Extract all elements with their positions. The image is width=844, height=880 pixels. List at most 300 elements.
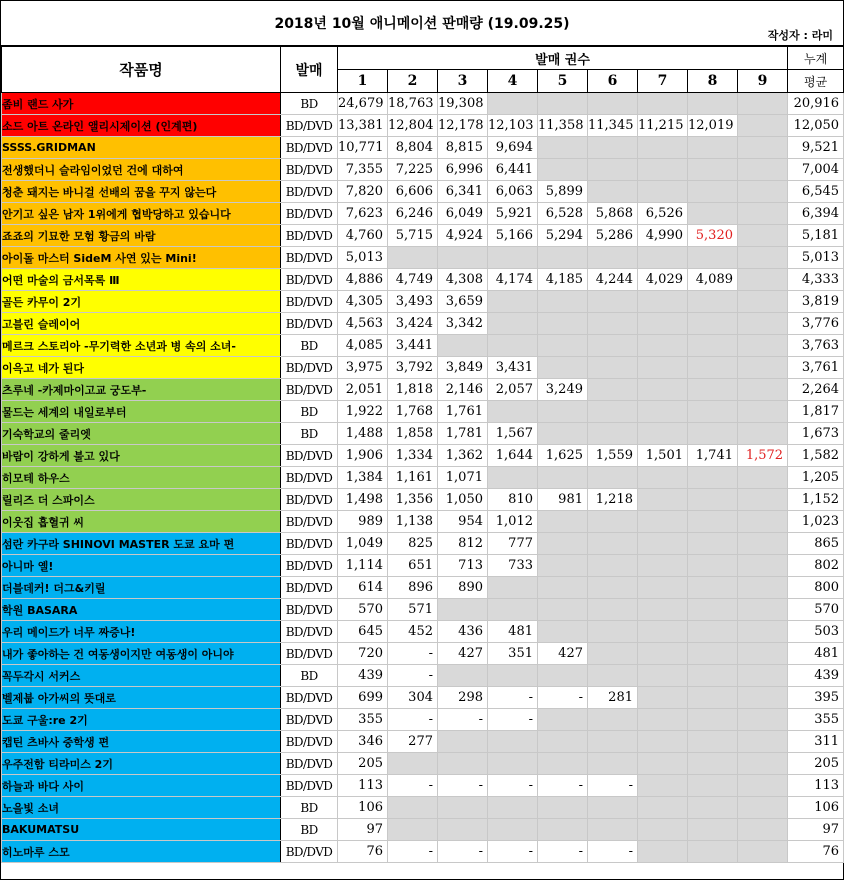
volume-cell: 2,146 xyxy=(438,379,488,401)
empty-cell xyxy=(488,467,538,489)
volume-cell: 699 xyxy=(338,687,388,709)
volume-cell: 351 xyxy=(488,643,538,665)
volume-cell: 4,305 xyxy=(338,291,388,313)
title-cell: 죠죠의 기묘한 모험 황금의 바람 xyxy=(2,225,281,247)
volume-cell: 1,572 xyxy=(738,445,788,467)
sheet-title: 2018년 10월 애니메이션 판매량 (19.09.25) xyxy=(274,16,570,32)
empty-cell xyxy=(638,819,688,841)
empty-cell xyxy=(638,621,688,643)
empty-cell xyxy=(538,753,588,775)
empty-cell xyxy=(588,511,638,533)
volume-cell: 713 xyxy=(438,555,488,577)
empty-cell xyxy=(638,555,688,577)
volume-cell: 1,384 xyxy=(338,467,388,489)
volume-cell: 6,246 xyxy=(388,203,438,225)
volume-cell: 896 xyxy=(388,577,438,599)
empty-cell xyxy=(488,665,538,687)
empty-cell xyxy=(738,797,788,819)
empty-cell xyxy=(688,93,738,115)
empty-cell xyxy=(738,753,788,775)
volume-cell: 5,320 xyxy=(688,225,738,247)
format-cell: BD/DVD xyxy=(281,291,338,313)
table-row xyxy=(2,181,844,203)
format-cell: BD/DVD xyxy=(281,445,338,467)
volume-cell: 4,886 xyxy=(338,269,388,291)
average-cell: 3,763 xyxy=(788,335,844,357)
empty-cell xyxy=(588,401,638,423)
volume-cell: 1,488 xyxy=(338,423,388,445)
empty-cell xyxy=(538,335,588,357)
header-total: 누계 xyxy=(788,47,844,70)
average-cell: 4,333 xyxy=(788,269,844,291)
empty-cell xyxy=(438,247,488,269)
volume-cell: 4,924 xyxy=(438,225,488,247)
format-cell: BD xyxy=(281,401,338,423)
volume-cell: 76 xyxy=(338,841,388,863)
empty-cell xyxy=(588,599,638,621)
volume-cell: 5,899 xyxy=(538,181,588,203)
empty-cell xyxy=(588,665,638,687)
empty-cell xyxy=(638,775,688,797)
volume-cell: 5,715 xyxy=(388,225,438,247)
title-cell: 안기고 싶은 남자 1위에게 협박당하고 있습니다 xyxy=(2,203,281,225)
format-cell: BD/DVD xyxy=(281,115,338,137)
format-cell: BD/DVD xyxy=(281,555,338,577)
table-row xyxy=(2,511,844,533)
table-row xyxy=(2,687,844,709)
volume-cell: 570 xyxy=(338,599,388,621)
format-cell: BD/DVD xyxy=(281,247,338,269)
table-row xyxy=(2,621,844,643)
volume-cell: 954 xyxy=(438,511,488,533)
volume-cell: 427 xyxy=(438,643,488,665)
title-bar xyxy=(1,1,843,46)
format-cell: BD xyxy=(281,665,338,687)
empty-cell xyxy=(638,93,688,115)
empty-cell xyxy=(588,379,638,401)
volume-cell: 4,089 xyxy=(688,269,738,291)
empty-cell xyxy=(738,401,788,423)
table-row xyxy=(2,577,844,599)
volume-cell: - xyxy=(388,841,438,863)
average-cell: 439 xyxy=(788,665,844,687)
average-cell: 1,817 xyxy=(788,401,844,423)
volume-cell: 19,308 xyxy=(438,93,488,115)
table-row xyxy=(2,775,844,797)
average-cell: 205 xyxy=(788,753,844,775)
table-row xyxy=(2,643,844,665)
header-name: 작품명 xyxy=(2,47,281,93)
volume-cell: 7,225 xyxy=(388,159,438,181)
empty-cell xyxy=(638,401,688,423)
average-cell: 3,761 xyxy=(788,357,844,379)
volume-cell: - xyxy=(388,775,438,797)
volume-cell: 1,818 xyxy=(388,379,438,401)
empty-cell xyxy=(488,93,538,115)
title-cell: 아이돌 마스터 SideM 사연 있는 Mini! xyxy=(2,247,281,269)
empty-cell xyxy=(688,379,738,401)
empty-cell xyxy=(538,819,588,841)
empty-cell xyxy=(688,555,738,577)
empty-cell xyxy=(738,841,788,863)
volume-cell: 1,501 xyxy=(638,445,688,467)
volume-cell: - xyxy=(538,687,588,709)
empty-cell xyxy=(638,181,688,203)
volume-cell: 1,161 xyxy=(388,467,438,489)
title-cell: 바람이 강하게 불고 있다 xyxy=(2,445,281,467)
empty-cell xyxy=(738,599,788,621)
volume-cell: 5,166 xyxy=(488,225,538,247)
empty-cell xyxy=(638,467,688,489)
volume-cell: 1,906 xyxy=(338,445,388,467)
average-cell: 9,521 xyxy=(788,137,844,159)
volume-cell: 298 xyxy=(438,687,488,709)
table-row xyxy=(2,379,844,401)
empty-cell xyxy=(538,599,588,621)
empty-cell xyxy=(538,731,588,753)
volume-cell: 812 xyxy=(438,533,488,555)
empty-cell xyxy=(638,291,688,313)
title-cell: 꼭두각시 서커스 xyxy=(2,665,281,687)
average-cell: 800 xyxy=(788,577,844,599)
average-cell: 7,004 xyxy=(788,159,844,181)
format-cell: BD/DVD xyxy=(281,533,338,555)
empty-cell xyxy=(638,709,688,731)
title-cell: 섬란 카구라 SHINOVI MASTER 도쿄 요마 편 xyxy=(2,533,281,555)
table-row xyxy=(2,401,844,423)
volume-cell: 981 xyxy=(538,489,588,511)
empty-cell xyxy=(638,335,688,357)
empty-cell xyxy=(638,599,688,621)
table-row xyxy=(2,599,844,621)
empty-cell xyxy=(688,335,738,357)
format-cell: BD xyxy=(281,93,338,115)
volume-cell: 205 xyxy=(338,753,388,775)
empty-cell xyxy=(538,511,588,533)
format-cell: BD/DVD xyxy=(281,489,338,511)
volume-cell: 1,781 xyxy=(438,423,488,445)
volume-cell: 1,050 xyxy=(438,489,488,511)
volume-cell: 825 xyxy=(388,533,438,555)
volume-cell: 733 xyxy=(488,555,538,577)
empty-cell xyxy=(588,159,638,181)
volume-cell: 3,424 xyxy=(388,313,438,335)
empty-cell xyxy=(538,555,588,577)
format-cell: BD/DVD xyxy=(281,709,338,731)
empty-cell xyxy=(538,93,588,115)
volume-cell: - xyxy=(538,841,588,863)
format-cell: BD xyxy=(281,423,338,445)
volume-cell: 1,362 xyxy=(438,445,488,467)
volume-cell: 3,249 xyxy=(538,379,588,401)
volume-cell: 4,308 xyxy=(438,269,488,291)
table-row xyxy=(2,137,844,159)
title-cell: 릴리즈 더 스파이스 xyxy=(2,489,281,511)
title-cell: 청춘 돼지는 바니걸 선배의 꿈을 꾸지 않는다 xyxy=(2,181,281,203)
empty-cell xyxy=(388,819,438,841)
title-cell: 벨제붑 아가씨의 뜻대로 xyxy=(2,687,281,709)
author-label: 작성자 : 라미 xyxy=(767,29,833,42)
format-cell: BD/DVD xyxy=(281,599,338,621)
volume-cell: 614 xyxy=(338,577,388,599)
table-row xyxy=(2,357,844,379)
average-cell: 311 xyxy=(788,731,844,753)
table-row xyxy=(2,247,844,269)
average-cell: 5,013 xyxy=(788,247,844,269)
average-cell: 570 xyxy=(788,599,844,621)
empty-cell xyxy=(588,181,638,203)
empty-cell xyxy=(538,159,588,181)
header-vol-2: 2 xyxy=(388,70,438,93)
empty-cell xyxy=(438,753,488,775)
volume-cell: 9,694 xyxy=(488,137,538,159)
volume-cell: - xyxy=(438,709,488,731)
table-row xyxy=(2,159,844,181)
average-cell: 802 xyxy=(788,555,844,577)
volume-cell: - xyxy=(538,775,588,797)
volume-cell: 106 xyxy=(338,797,388,819)
empty-cell xyxy=(538,313,588,335)
empty-cell xyxy=(738,555,788,577)
title-cell: 물드는 세계의 내일로부터 xyxy=(2,401,281,423)
empty-cell xyxy=(588,709,638,731)
volume-cell: 481 xyxy=(488,621,538,643)
empty-cell xyxy=(638,379,688,401)
title-cell: 이웃집 흡혈귀 씨 xyxy=(2,511,281,533)
empty-cell xyxy=(738,379,788,401)
title-cell: 고블린 슬레이어 xyxy=(2,313,281,335)
empty-cell xyxy=(738,269,788,291)
format-cell: BD/DVD xyxy=(281,159,338,181)
table-row xyxy=(2,555,844,577)
volume-cell: - xyxy=(488,687,538,709)
empty-cell xyxy=(588,357,638,379)
empty-cell xyxy=(488,335,538,357)
title-cell: 내가 좋아하는 건 여동생이지만 여동생이 아니야 xyxy=(2,643,281,665)
table-row xyxy=(2,445,844,467)
volume-cell: 439 xyxy=(338,665,388,687)
volume-cell: 651 xyxy=(388,555,438,577)
empty-cell xyxy=(638,687,688,709)
empty-cell xyxy=(688,181,738,203)
volume-cell: 24,679 xyxy=(338,93,388,115)
volume-cell: 5,868 xyxy=(588,203,638,225)
volume-cell: 4,174 xyxy=(488,269,538,291)
volume-cell: 989 xyxy=(338,511,388,533)
format-cell: BD/DVD xyxy=(281,687,338,709)
volume-cell: - xyxy=(588,841,638,863)
volume-cell: 1,858 xyxy=(388,423,438,445)
volume-cell: 1,644 xyxy=(488,445,538,467)
volume-cell: 304 xyxy=(388,687,438,709)
volume-cell: 1,334 xyxy=(388,445,438,467)
empty-cell xyxy=(638,489,688,511)
volume-cell: 12,103 xyxy=(488,115,538,137)
title-cell: 소드 아트 온라인 앨리시제이션 (인계편) xyxy=(2,115,281,137)
volume-cell: 5,921 xyxy=(488,203,538,225)
empty-cell xyxy=(688,665,738,687)
volume-cell: 890 xyxy=(438,577,488,599)
table-row xyxy=(2,489,844,511)
volume-cell: 12,804 xyxy=(388,115,438,137)
empty-cell xyxy=(738,665,788,687)
volume-cell: 1,567 xyxy=(488,423,538,445)
empty-cell xyxy=(588,819,638,841)
volume-cell: 810 xyxy=(488,489,538,511)
empty-cell xyxy=(738,731,788,753)
average-cell: 5,181 xyxy=(788,225,844,247)
volume-cell: 4,185 xyxy=(538,269,588,291)
empty-cell xyxy=(538,797,588,819)
format-cell: BD/DVD xyxy=(281,379,338,401)
table-row xyxy=(2,467,844,489)
volume-cell: 6,441 xyxy=(488,159,538,181)
header-vol-5: 5 xyxy=(538,70,588,93)
title-cell: 좀비 랜드 사가 xyxy=(2,93,281,115)
volume-cell: - xyxy=(388,709,438,731)
title-cell: 노을빛 소녀 xyxy=(2,797,281,819)
average-cell: 76 xyxy=(788,841,844,863)
empty-cell xyxy=(388,797,438,819)
empty-cell xyxy=(538,137,588,159)
volume-cell: 1,761 xyxy=(438,401,488,423)
empty-cell xyxy=(638,533,688,555)
empty-cell xyxy=(638,665,688,687)
empty-cell xyxy=(638,753,688,775)
header-vol-6: 6 xyxy=(588,70,638,93)
empty-cell xyxy=(488,819,538,841)
empty-cell xyxy=(688,203,738,225)
volume-cell: 3,975 xyxy=(338,357,388,379)
format-cell: BD/DVD xyxy=(281,643,338,665)
average-cell: 3,819 xyxy=(788,291,844,313)
volume-cell: 4,029 xyxy=(638,269,688,291)
average-cell: 1,023 xyxy=(788,511,844,533)
empty-cell xyxy=(638,247,688,269)
empty-cell xyxy=(538,467,588,489)
average-cell: 355 xyxy=(788,709,844,731)
title-cell: 캡틴 츠바사 중학생 편 xyxy=(2,731,281,753)
average-cell: 1,582 xyxy=(788,445,844,467)
average-cell: 1,152 xyxy=(788,489,844,511)
title-cell: 츠루네 -카제마이고교 궁도부- xyxy=(2,379,281,401)
empty-cell xyxy=(638,797,688,819)
format-cell: BD/DVD xyxy=(281,203,338,225)
empty-cell xyxy=(738,709,788,731)
volume-cell: 18,763 xyxy=(388,93,438,115)
title-cell: 메르크 스토리아 -무기력한 소년과 병 속의 소녀- xyxy=(2,335,281,357)
volume-cell: 6,528 xyxy=(538,203,588,225)
format-cell: BD/DVD xyxy=(281,841,338,863)
title-cell: 이윽고 네가 된다 xyxy=(2,357,281,379)
title-cell: 우리 메이드가 너무 짜증나! xyxy=(2,621,281,643)
volume-cell: 1,356 xyxy=(388,489,438,511)
format-cell: BD xyxy=(281,797,338,819)
volume-cell: 7,820 xyxy=(338,181,388,203)
empty-cell xyxy=(738,357,788,379)
table-row xyxy=(2,731,844,753)
format-cell: BD xyxy=(281,819,338,841)
volume-cell: 571 xyxy=(388,599,438,621)
empty-cell xyxy=(738,775,788,797)
volume-cell: 1,071 xyxy=(438,467,488,489)
empty-cell xyxy=(638,159,688,181)
header-average: 평균 xyxy=(788,70,844,93)
empty-cell xyxy=(438,731,488,753)
volume-cell: 10,771 xyxy=(338,137,388,159)
volume-cell: 11,215 xyxy=(638,115,688,137)
empty-cell xyxy=(688,687,738,709)
empty-cell xyxy=(688,775,738,797)
empty-cell xyxy=(688,753,738,775)
volume-cell: 3,493 xyxy=(388,291,438,313)
empty-cell xyxy=(738,115,788,137)
table-row xyxy=(2,533,844,555)
empty-cell xyxy=(688,313,738,335)
volume-cell: 427 xyxy=(538,643,588,665)
volume-cell: - xyxy=(438,841,488,863)
empty-cell xyxy=(688,511,738,533)
title-cell: 학원 BASARA xyxy=(2,599,281,621)
empty-cell xyxy=(688,621,738,643)
volume-cell: 4,244 xyxy=(588,269,638,291)
volume-cell: 3,441 xyxy=(388,335,438,357)
table-row xyxy=(2,335,844,357)
header-vol-4: 4 xyxy=(488,70,538,93)
empty-cell xyxy=(738,489,788,511)
volume-cell: 3,849 xyxy=(438,357,488,379)
volume-cell: 4,990 xyxy=(638,225,688,247)
volume-cell: 1,625 xyxy=(538,445,588,467)
title-cell: 전생했더니 슬라임이었던 건에 대하여 xyxy=(2,159,281,181)
empty-cell xyxy=(738,819,788,841)
empty-cell xyxy=(588,533,638,555)
empty-cell xyxy=(588,335,638,357)
empty-cell xyxy=(588,423,638,445)
empty-cell xyxy=(438,599,488,621)
format-cell: BD/DVD xyxy=(281,467,338,489)
empty-cell xyxy=(638,841,688,863)
volume-cell: 1,049 xyxy=(338,533,388,555)
table-row xyxy=(2,841,844,863)
format-cell: BD/DVD xyxy=(281,577,338,599)
title-cell: SSSS.GRIDMAN xyxy=(2,137,281,159)
format-cell: BD/DVD xyxy=(281,775,338,797)
empty-cell xyxy=(638,423,688,445)
volume-cell: 3,431 xyxy=(488,357,538,379)
volume-cell: 5,294 xyxy=(538,225,588,247)
table-row xyxy=(2,423,844,445)
volume-cell: 355 xyxy=(338,709,388,731)
sales-table xyxy=(1,46,844,863)
empty-cell xyxy=(588,731,638,753)
volume-cell: 4,563 xyxy=(338,313,388,335)
volume-cell: - xyxy=(388,643,438,665)
empty-cell xyxy=(438,335,488,357)
empty-cell xyxy=(738,181,788,203)
empty-cell xyxy=(538,423,588,445)
volume-cell: 3,792 xyxy=(388,357,438,379)
title-cell: 아니마 옐! xyxy=(2,555,281,577)
volume-cell: 1,218 xyxy=(588,489,638,511)
empty-cell xyxy=(588,247,638,269)
average-cell: 2,264 xyxy=(788,379,844,401)
empty-cell xyxy=(738,577,788,599)
volume-cell: 6,526 xyxy=(638,203,688,225)
table-row xyxy=(2,269,844,291)
title-cell: BAKUMATSU xyxy=(2,819,281,841)
volume-cell: 113 xyxy=(338,775,388,797)
